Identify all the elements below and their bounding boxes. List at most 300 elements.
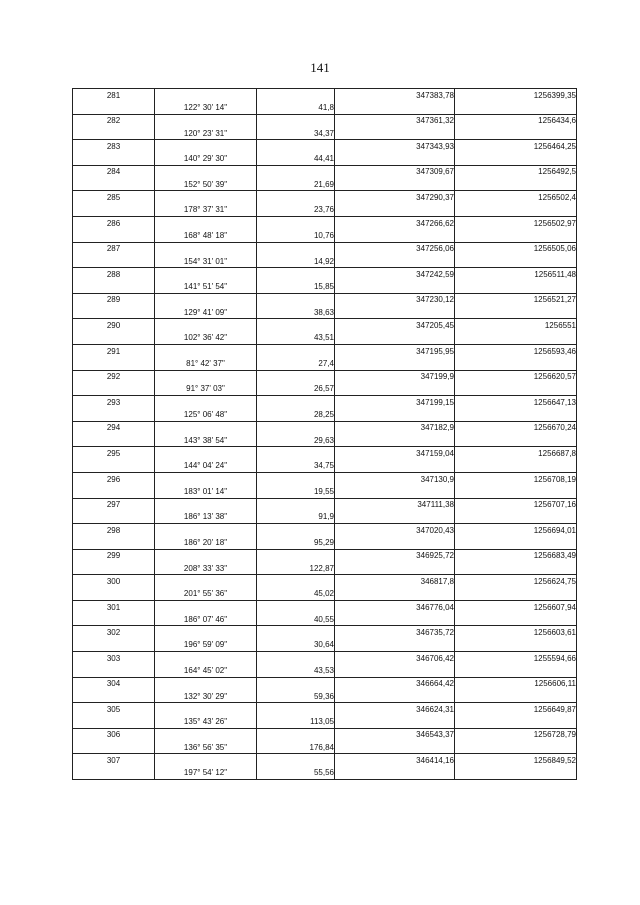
empty-cell	[335, 741, 455, 754]
segment-length: 176,84	[257, 741, 335, 754]
segment-row	[73, 280, 577, 293]
segment-row	[73, 255, 577, 268]
segment-length: 26,57	[257, 383, 335, 396]
empty-cell	[257, 447, 335, 460]
empty-cell	[257, 677, 335, 690]
point-number: 304	[73, 677, 155, 690]
empty-cell	[73, 536, 155, 549]
segment-length: 23,76	[257, 204, 335, 217]
empty-cell	[455, 716, 577, 729]
direction-angle: 186° 07' 46"	[155, 613, 257, 626]
empty-cell	[257, 575, 335, 588]
x-coordinate: 346543,37	[335, 728, 455, 741]
segment-length: 122,87	[257, 562, 335, 575]
point-number: 291	[73, 344, 155, 357]
x-coordinate: 347343,93	[335, 140, 455, 153]
coordinates-table-body	[73, 89, 577, 780]
segment-row	[73, 229, 577, 242]
empty-cell	[335, 229, 455, 242]
point-number: 307	[73, 754, 155, 767]
empty-cell	[73, 178, 155, 191]
empty-cell	[155, 421, 257, 434]
empty-cell	[335, 767, 455, 780]
empty-cell	[455, 229, 577, 242]
empty-cell	[155, 396, 257, 409]
empty-cell	[257, 140, 335, 153]
direction-angle: 141° 51' 54"	[155, 280, 257, 293]
x-coordinate: 346776,04	[335, 600, 455, 613]
direction-angle: 168° 48' 18"	[155, 229, 257, 242]
segment-length: 41,8	[257, 101, 335, 114]
segment-length: 44,41	[257, 152, 335, 165]
empty-cell	[335, 434, 455, 447]
empty-cell	[155, 754, 257, 767]
x-coordinate: 347199,9	[335, 370, 455, 383]
empty-cell	[257, 754, 335, 767]
point-number: 293	[73, 396, 155, 409]
empty-cell	[155, 703, 257, 716]
empty-cell	[455, 332, 577, 345]
point-row	[73, 89, 577, 102]
x-coordinate: 346817,8	[335, 575, 455, 588]
direction-angle: 143° 38' 54"	[155, 434, 257, 447]
empty-cell	[155, 677, 257, 690]
empty-cell	[155, 575, 257, 588]
empty-cell	[155, 89, 257, 102]
segment-length: 43,53	[257, 664, 335, 677]
segment-length: 55,56	[257, 767, 335, 780]
y-coordinate: 1256492,5	[455, 165, 577, 178]
segment-row	[73, 306, 577, 319]
y-coordinate: 1256464,25	[455, 140, 577, 153]
empty-cell	[335, 332, 455, 345]
x-coordinate: 347205,45	[335, 319, 455, 332]
point-number: 292	[73, 370, 155, 383]
segment-row	[73, 204, 577, 217]
segment-length: 34,75	[257, 460, 335, 473]
direction-angle: 196° 59' 09"	[155, 639, 257, 652]
direction-angle: 132° 30' 29"	[155, 690, 257, 703]
point-row	[73, 191, 577, 204]
point-number: 285	[73, 191, 155, 204]
point-row	[73, 652, 577, 665]
y-coordinate: 1256707,16	[455, 498, 577, 511]
empty-cell	[257, 549, 335, 562]
point-row	[73, 396, 577, 409]
empty-cell	[335, 588, 455, 601]
segment-row	[73, 152, 577, 165]
segment-row	[73, 178, 577, 191]
segment-row	[73, 536, 577, 549]
empty-cell	[335, 511, 455, 524]
empty-cell	[257, 114, 335, 127]
empty-cell	[257, 216, 335, 229]
segment-row	[73, 357, 577, 370]
empty-cell	[155, 191, 257, 204]
direction-angle: 129° 41' 09"	[155, 306, 257, 319]
segment-length: 29,63	[257, 434, 335, 447]
empty-cell	[73, 716, 155, 729]
segment-length: 15,85	[257, 280, 335, 293]
segment-length: 91,9	[257, 511, 335, 524]
point-number: 283	[73, 140, 155, 153]
x-coordinate: 347256,06	[335, 242, 455, 255]
empty-cell	[73, 357, 155, 370]
y-coordinate: 1256399,35	[455, 89, 577, 102]
empty-cell	[155, 498, 257, 511]
x-coordinate: 347130,9	[335, 472, 455, 485]
y-coordinate: 1256521,27	[455, 293, 577, 306]
direction-angle: 201° 55' 36"	[155, 588, 257, 601]
empty-cell	[335, 716, 455, 729]
point-row	[73, 421, 577, 434]
empty-cell	[335, 152, 455, 165]
empty-cell	[155, 216, 257, 229]
segment-row	[73, 485, 577, 498]
x-coordinate: 347383,78	[335, 89, 455, 102]
direction-angle: 154° 31' 01"	[155, 255, 257, 268]
empty-cell	[73, 152, 155, 165]
empty-cell	[455, 639, 577, 652]
x-coordinate: 347361,32	[335, 114, 455, 127]
y-coordinate: 1256849,52	[455, 754, 577, 767]
empty-cell	[335, 562, 455, 575]
direction-angle: 183° 01' 14"	[155, 485, 257, 498]
point-row	[73, 140, 577, 153]
y-coordinate: 1256670,24	[455, 421, 577, 434]
empty-cell	[257, 319, 335, 332]
direction-angle: 81° 42' 37"	[155, 357, 257, 370]
point-row	[73, 626, 577, 639]
point-number: 295	[73, 447, 155, 460]
empty-cell	[335, 178, 455, 191]
empty-cell	[455, 664, 577, 677]
x-coordinate: 347266,62	[335, 216, 455, 229]
empty-cell	[335, 639, 455, 652]
x-coordinate: 347195,95	[335, 344, 455, 357]
empty-cell	[455, 562, 577, 575]
empty-cell	[155, 242, 257, 255]
empty-cell	[335, 204, 455, 217]
point-row	[73, 165, 577, 178]
empty-cell	[155, 114, 257, 127]
y-coordinate: 1256434,6	[455, 114, 577, 127]
empty-cell	[335, 255, 455, 268]
empty-cell	[455, 306, 577, 319]
empty-cell	[155, 447, 257, 460]
empty-cell	[155, 600, 257, 613]
x-coordinate: 347230,12	[335, 293, 455, 306]
segment-row	[73, 511, 577, 524]
empty-cell	[455, 127, 577, 140]
empty-cell	[155, 626, 257, 639]
point-number: 302	[73, 626, 155, 639]
empty-cell	[155, 165, 257, 178]
segment-row	[73, 332, 577, 345]
segment-row	[73, 741, 577, 754]
y-coordinate: 1256502,4	[455, 191, 577, 204]
y-coordinate: 1256511,48	[455, 268, 577, 281]
empty-cell	[73, 562, 155, 575]
y-coordinate: 1256687,8	[455, 447, 577, 460]
empty-cell	[257, 703, 335, 716]
y-coordinate: 1256551	[455, 319, 577, 332]
direction-angle: 102° 36' 42"	[155, 332, 257, 345]
x-coordinate: 346624,31	[335, 703, 455, 716]
segment-length: 10,76	[257, 229, 335, 242]
segment-row	[73, 383, 577, 396]
empty-cell	[455, 613, 577, 626]
direction-angle: 140° 29' 30"	[155, 152, 257, 165]
empty-cell	[257, 268, 335, 281]
empty-cell	[455, 460, 577, 473]
point-number: 287	[73, 242, 155, 255]
segment-length: 43,51	[257, 332, 335, 345]
y-coordinate: 1256593,46	[455, 344, 577, 357]
x-coordinate: 347182,9	[335, 421, 455, 434]
y-coordinate: 1256620,57	[455, 370, 577, 383]
page-number: 141	[310, 60, 330, 75]
x-coordinate: 347199,15	[335, 396, 455, 409]
empty-cell	[257, 472, 335, 485]
empty-cell	[155, 293, 257, 306]
empty-cell	[73, 255, 155, 268]
point-number: 284	[73, 165, 155, 178]
empty-cell	[257, 421, 335, 434]
empty-cell	[335, 485, 455, 498]
x-coordinate: 346414,16	[335, 754, 455, 767]
coordinates-table	[72, 88, 577, 780]
empty-cell	[257, 165, 335, 178]
empty-cell	[257, 191, 335, 204]
empty-cell	[455, 280, 577, 293]
segment-length: 30,64	[257, 639, 335, 652]
y-coordinate: 1255594,66	[455, 652, 577, 665]
empty-cell	[257, 524, 335, 537]
point-row	[73, 754, 577, 767]
empty-cell	[73, 485, 155, 498]
direction-angle: 91° 37' 03"	[155, 383, 257, 396]
empty-cell	[73, 588, 155, 601]
empty-cell	[155, 472, 257, 485]
point-row	[73, 447, 577, 460]
empty-cell	[155, 370, 257, 383]
point-number: 290	[73, 319, 155, 332]
point-number: 298	[73, 524, 155, 537]
empty-cell	[73, 101, 155, 114]
empty-cell	[257, 728, 335, 741]
point-number: 297	[73, 498, 155, 511]
x-coordinate: 346706,42	[335, 652, 455, 665]
segment-row	[73, 639, 577, 652]
empty-cell	[73, 127, 155, 140]
direction-angle: 122° 30' 14"	[155, 101, 257, 114]
direction-angle: 152° 50' 39"	[155, 178, 257, 191]
point-number: 294	[73, 421, 155, 434]
empty-cell	[73, 383, 155, 396]
empty-cell	[257, 396, 335, 409]
empty-cell	[455, 485, 577, 498]
empty-cell	[73, 434, 155, 447]
x-coordinate: 347242,59	[335, 268, 455, 281]
x-coordinate: 346664,42	[335, 677, 455, 690]
empty-cell	[335, 101, 455, 114]
point-row	[73, 370, 577, 383]
y-coordinate: 1256683,49	[455, 549, 577, 562]
x-coordinate: 346735,72	[335, 626, 455, 639]
empty-cell	[155, 268, 257, 281]
empty-cell	[257, 89, 335, 102]
empty-cell	[73, 741, 155, 754]
empty-cell	[73, 204, 155, 217]
point-row	[73, 242, 577, 255]
segment-length: 34,37	[257, 127, 335, 140]
empty-cell	[455, 588, 577, 601]
empty-cell	[335, 357, 455, 370]
empty-cell	[335, 690, 455, 703]
empty-cell	[335, 306, 455, 319]
segment-length: 95,29	[257, 536, 335, 549]
empty-cell	[455, 178, 577, 191]
segment-row	[73, 101, 577, 114]
empty-cell	[455, 383, 577, 396]
empty-cell	[155, 344, 257, 357]
direction-angle: 186° 20' 18"	[155, 536, 257, 549]
segment-row	[73, 664, 577, 677]
point-row	[73, 575, 577, 588]
segment-length: 113,05	[257, 716, 335, 729]
direction-angle: 197° 54' 12"	[155, 767, 257, 780]
y-coordinate: 1256606,11	[455, 677, 577, 690]
point-row	[73, 319, 577, 332]
point-number: 282	[73, 114, 155, 127]
segment-row	[73, 690, 577, 703]
empty-cell	[335, 127, 455, 140]
point-row	[73, 268, 577, 281]
point-number: 303	[73, 652, 155, 665]
segment-row	[73, 767, 577, 780]
point-number: 306	[73, 728, 155, 741]
point-number: 301	[73, 600, 155, 613]
empty-cell	[335, 460, 455, 473]
point-row	[73, 114, 577, 127]
y-coordinate: 1256502,97	[455, 216, 577, 229]
point-row	[73, 498, 577, 511]
empty-cell	[73, 511, 155, 524]
segment-length: 27,4	[257, 357, 335, 370]
empty-cell	[257, 626, 335, 639]
x-coordinate: 347290,37	[335, 191, 455, 204]
empty-cell	[335, 383, 455, 396]
point-row	[73, 703, 577, 716]
x-coordinate: 347159,04	[335, 447, 455, 460]
empty-cell	[73, 639, 155, 652]
empty-cell	[155, 728, 257, 741]
empty-cell	[335, 408, 455, 421]
empty-cell	[455, 255, 577, 268]
empty-cell	[257, 344, 335, 357]
empty-cell	[455, 511, 577, 524]
point-number: 296	[73, 472, 155, 485]
x-coordinate: 346925,72	[335, 549, 455, 562]
empty-cell	[155, 524, 257, 537]
segment-row	[73, 127, 577, 140]
empty-cell	[455, 408, 577, 421]
point-row	[73, 549, 577, 562]
segment-row	[73, 408, 577, 421]
empty-cell	[73, 306, 155, 319]
point-row	[73, 344, 577, 357]
empty-cell	[455, 536, 577, 549]
direction-angle: 208° 33' 33"	[155, 562, 257, 575]
segment-length: 21,69	[257, 178, 335, 191]
y-coordinate: 1256694,01	[455, 524, 577, 537]
empty-cell	[257, 242, 335, 255]
y-coordinate: 1256505,06	[455, 242, 577, 255]
empty-cell	[335, 536, 455, 549]
point-number: 300	[73, 575, 155, 588]
segment-length: 59,36	[257, 690, 335, 703]
empty-cell	[73, 690, 155, 703]
point-row	[73, 293, 577, 306]
segment-row	[73, 434, 577, 447]
segment-length: 19,55	[257, 485, 335, 498]
empty-cell	[73, 460, 155, 473]
empty-cell	[455, 357, 577, 370]
direction-angle: 144° 04' 24"	[155, 460, 257, 473]
direction-angle: 125° 06' 48"	[155, 408, 257, 421]
empty-cell	[257, 370, 335, 383]
segment-row	[73, 588, 577, 601]
point-row	[73, 472, 577, 485]
x-coordinate: 347309,67	[335, 165, 455, 178]
point-number: 305	[73, 703, 155, 716]
empty-cell	[257, 652, 335, 665]
y-coordinate: 1256647,13	[455, 396, 577, 409]
segment-length: 38,63	[257, 306, 335, 319]
x-coordinate: 347020,43	[335, 524, 455, 537]
empty-cell	[335, 280, 455, 293]
empty-cell	[455, 101, 577, 114]
segment-row	[73, 562, 577, 575]
direction-angle: 178° 37' 31"	[155, 204, 257, 217]
empty-cell	[73, 767, 155, 780]
point-row	[73, 677, 577, 690]
point-row	[73, 600, 577, 613]
direction-angle: 135° 43' 26"	[155, 716, 257, 729]
segment-row	[73, 460, 577, 473]
empty-cell	[73, 332, 155, 345]
y-coordinate: 1256728,79	[455, 728, 577, 741]
empty-cell	[257, 293, 335, 306]
empty-cell	[455, 152, 577, 165]
empty-cell	[257, 600, 335, 613]
segment-length: 28,25	[257, 408, 335, 421]
y-coordinate: 1256624,75	[455, 575, 577, 588]
empty-cell	[73, 280, 155, 293]
empty-cell	[155, 549, 257, 562]
segment-length: 14,92	[257, 255, 335, 268]
y-coordinate: 1256649,87	[455, 703, 577, 716]
point-number: 281	[73, 89, 155, 102]
empty-cell	[155, 652, 257, 665]
empty-cell	[455, 204, 577, 217]
y-coordinate: 1256708,19	[455, 472, 577, 485]
segment-length: 40,55	[257, 613, 335, 626]
y-coordinate: 1256607,94	[455, 600, 577, 613]
direction-angle: 186° 13' 38"	[155, 511, 257, 524]
empty-cell	[455, 690, 577, 703]
